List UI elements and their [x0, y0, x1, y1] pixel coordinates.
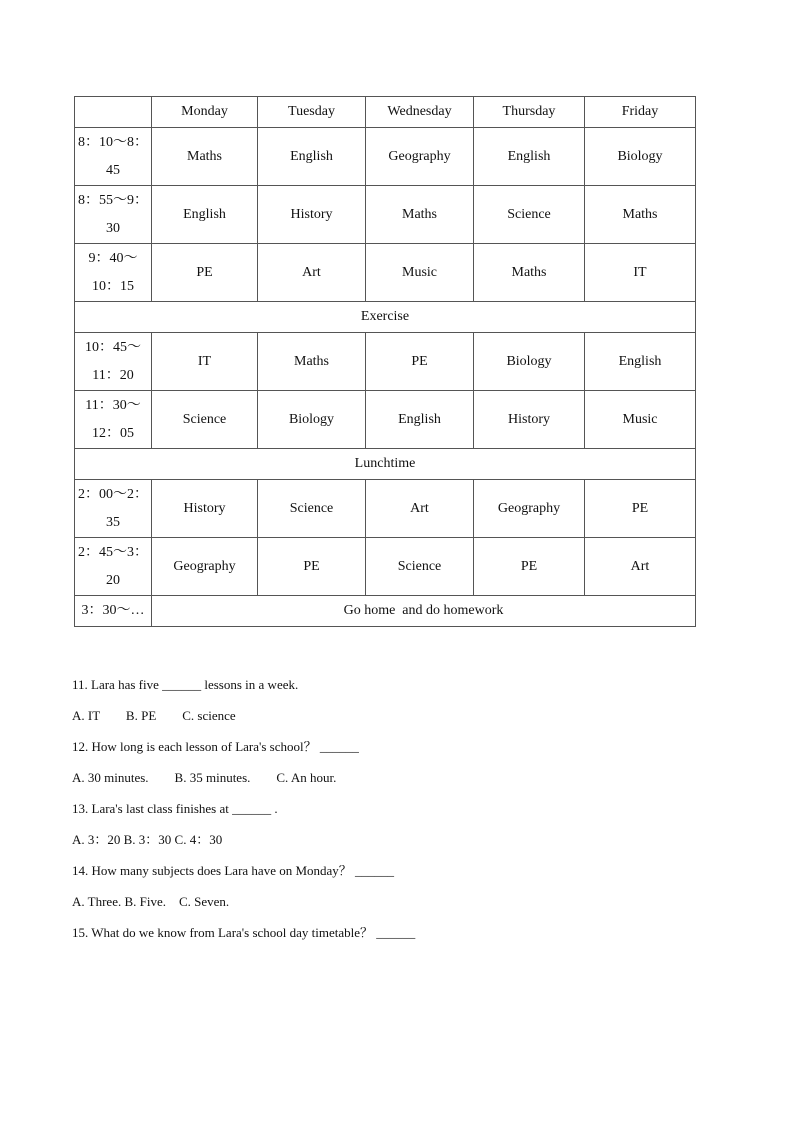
lesson-row — [75, 391, 696, 449]
day-header: Monday — [152, 97, 258, 128]
time-cell — [75, 480, 152, 538]
day-header: Tuesday — [258, 97, 366, 128]
last-row — [75, 596, 696, 627]
subject-cell: Art — [366, 480, 474, 538]
question-text: 13. Lara's last class finishes at ______ . — [72, 801, 278, 816]
time-line: 20 — [106, 572, 120, 588]
lesson-row — [75, 186, 696, 244]
lesson-row — [75, 480, 696, 538]
subject-cell: Science — [474, 186, 585, 244]
time-line: 35 — [106, 514, 120, 530]
subject-cell: Music — [366, 244, 474, 302]
question-text: 12. How long is each lesson of Lara's school？ ______ — [72, 739, 359, 754]
subject-cell: Science — [366, 538, 474, 596]
subject-cell: PE — [258, 538, 366, 596]
subject-cell: History — [258, 186, 366, 244]
subject-cell: PE — [366, 333, 474, 391]
time-line: 2：45～3： — [78, 544, 148, 560]
time-cell — [75, 391, 152, 449]
time-line: 8：55～9： — [78, 192, 148, 208]
subject-cell: Music — [585, 391, 696, 449]
question-text: 15. What do we know from Lara's school day timetable？ ______ — [72, 925, 416, 940]
time-line: 45 — [106, 162, 120, 178]
break-label: Lunchtime — [75, 449, 696, 480]
subject-cell: English — [152, 186, 258, 244]
subject-cell: Geography — [366, 128, 474, 186]
question-text: 14. How many subjects does Lara have on Monday？ ______ — [72, 863, 395, 878]
subject-cell: History — [474, 391, 585, 449]
subject-cell: Maths — [474, 244, 585, 302]
question-options: A. 30 minutes. B. 35 minutes. C. An hour. — [72, 770, 337, 785]
day-header: Friday — [585, 97, 696, 128]
time-line: 10：15 — [92, 278, 134, 294]
subject-cell: History — [152, 480, 258, 538]
question-options: A. IT B. PE C. science — [72, 708, 236, 723]
time-cell — [75, 244, 152, 302]
question-options: A. 3：20 B. 3：30 C. 4：30 — [72, 832, 223, 847]
corner-cell — [75, 97, 152, 128]
subject-cell: Maths — [366, 186, 474, 244]
subject-cell: PE — [585, 480, 696, 538]
subject-cell: Geography — [474, 480, 585, 538]
lesson-row — [75, 538, 696, 596]
subject-cell: Geography — [152, 538, 258, 596]
header-row — [75, 97, 696, 128]
subject-cell: English — [585, 333, 696, 391]
subject-cell: Maths — [585, 186, 696, 244]
subject-cell: Biology — [258, 391, 366, 449]
day-header: Wednesday — [366, 97, 474, 128]
time-cell — [75, 538, 152, 596]
subject-cell: Biology — [585, 128, 696, 186]
time-line: 2：00～2： — [78, 486, 148, 502]
subject-cell: Art — [585, 538, 696, 596]
day-header: Thursday — [474, 97, 585, 128]
subject-cell: Science — [152, 391, 258, 449]
subject-cell: Maths — [152, 128, 258, 186]
time-cell: 3：30～… — [75, 596, 152, 627]
subject-cell: Biology — [474, 333, 585, 391]
time-line: 30 — [106, 220, 120, 236]
timetable — [74, 96, 696, 627]
question-options: A. Three. B. Five. C. Seven. — [72, 894, 230, 909]
time-cell — [75, 333, 152, 391]
subject-cell: Maths — [258, 333, 366, 391]
subject-cell: English — [366, 391, 474, 449]
time-cell — [75, 186, 152, 244]
subject-cell: PE — [152, 244, 258, 302]
subject-cell: PE — [474, 538, 585, 596]
time-line: 8：10～8： — [78, 134, 148, 150]
go-home-cell: Go home and do homework — [152, 596, 696, 627]
subject-cell: IT — [152, 333, 258, 391]
time-line: 10：45～ — [85, 339, 141, 355]
questions-section — [72, 669, 415, 948]
lesson-row — [75, 128, 696, 186]
time-cell — [75, 128, 152, 186]
time-line: 11：20 — [92, 367, 134, 383]
subject-cell: Science — [258, 480, 366, 538]
question-text: 11. Lara has five ______ lessons in a week. — [72, 677, 299, 692]
time-line: 11：30～ — [85, 397, 141, 413]
break-row — [75, 302, 696, 333]
subject-cell: English — [258, 128, 366, 186]
break-row — [75, 449, 696, 480]
time-line: 12：05 — [92, 425, 134, 441]
subject-cell: English — [474, 128, 585, 186]
break-label: Exercise — [75, 302, 696, 333]
subject-cell: Art — [258, 244, 366, 302]
subject-cell: IT — [585, 244, 696, 302]
time-line: 9：40～ — [88, 250, 138, 266]
lesson-row — [75, 333, 696, 391]
lesson-row — [75, 244, 696, 302]
